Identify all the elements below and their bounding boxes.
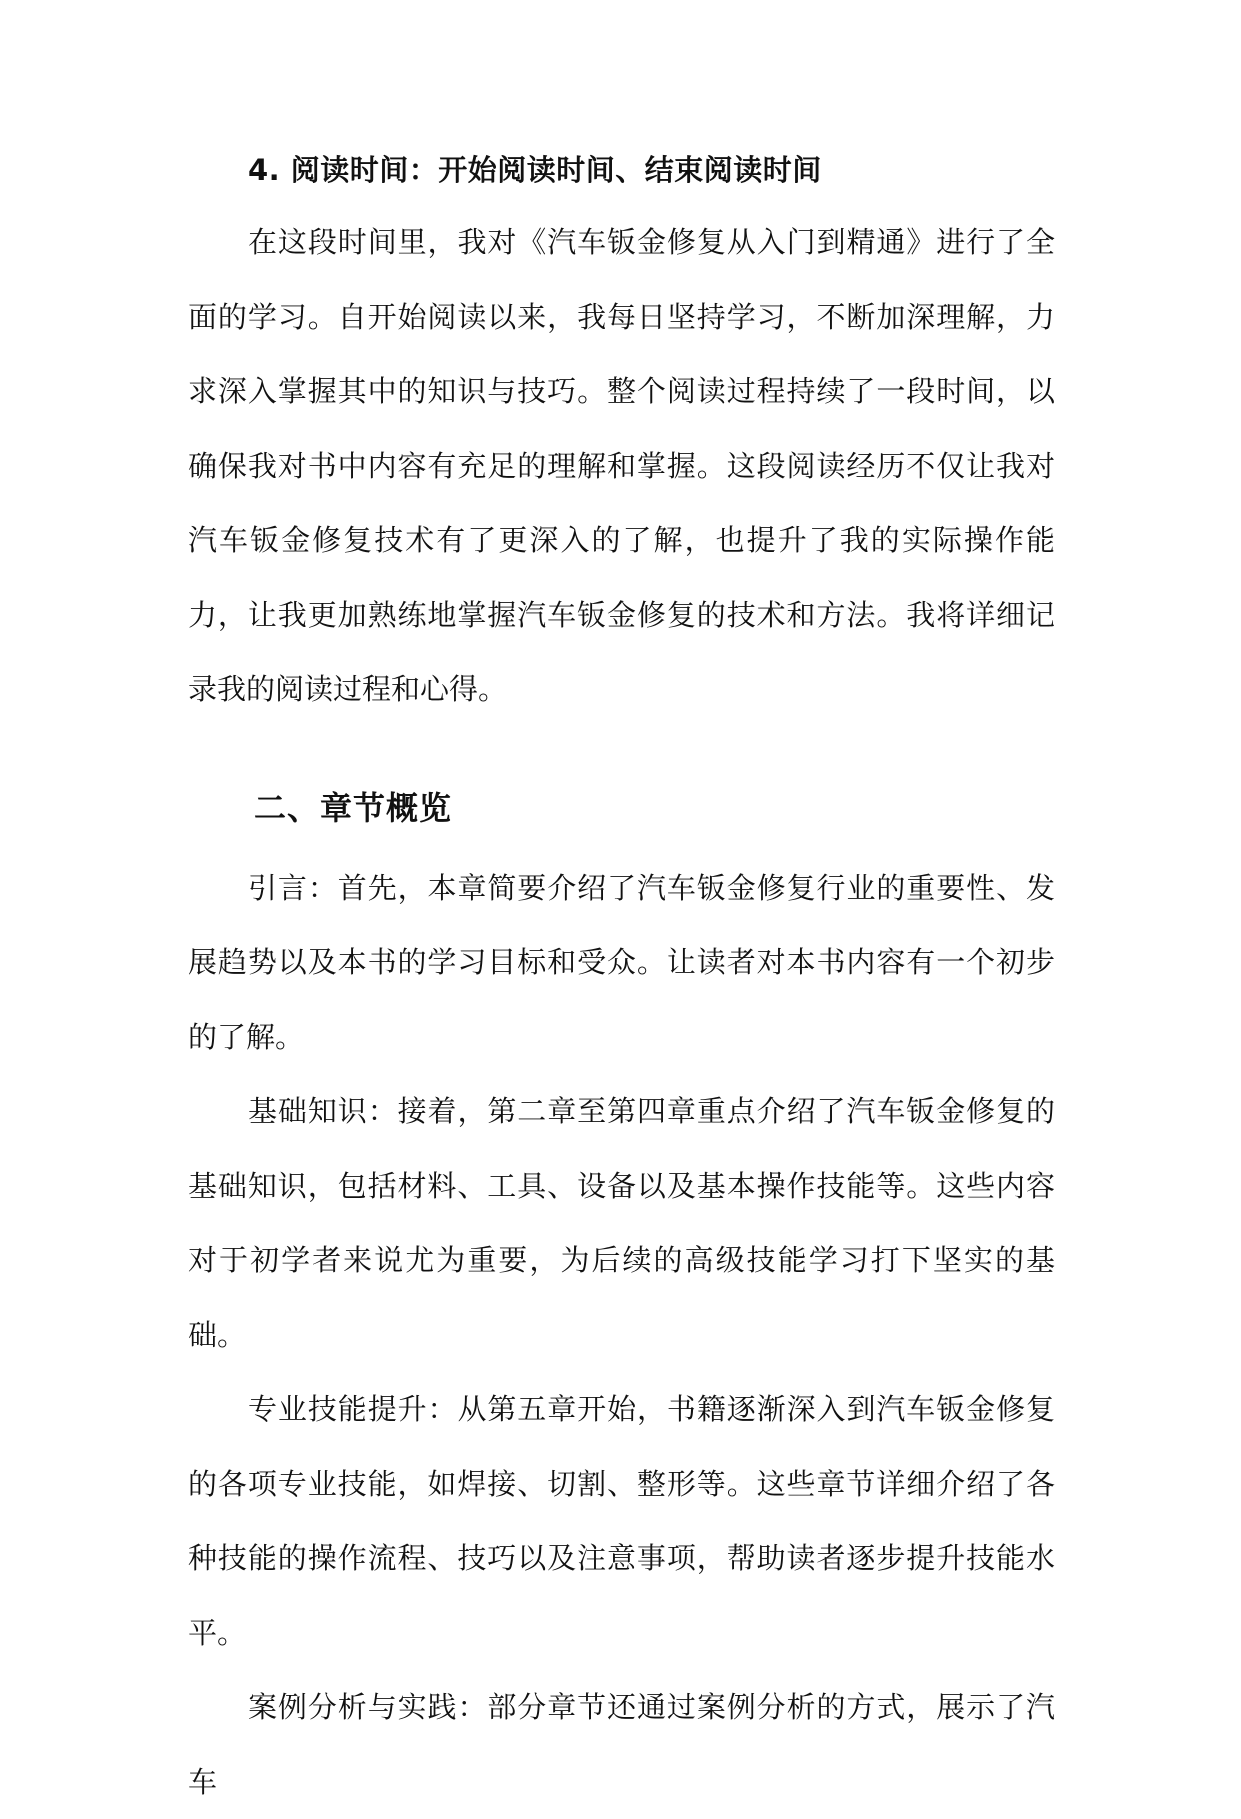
basics-paragraph: 基础知识：接着，第二章至第四章重点介绍了汽车钣金修复的基础知识，包括材料、工具、设备以及基本操作技能等。这些内容对于初学者来说尤为重要，为后续的高级技能学习打下坚实的基础。 [188, 1094, 1055, 1352]
case-study-paragraph: 案例分析与实践：部分章节还通过案例分析的方式，展示了汽车 [188, 1690, 1055, 1799]
page-content [188, 140, 1055, 1819]
reading-time-heading: 4. 阅读时间：开始阅读时间、结束阅读时间 [248, 153, 822, 187]
chapter-overview-heading: 二、章节概览 [254, 788, 453, 827]
intro-paragraph: 引言：首先，本章简要介绍了汽车钣金修复行业的重要性、发展趋势以及本书的学习目标和受众。让读者对本书内容有一个初步的了解。 [188, 870, 1055, 1054]
skills-paragraph: 专业技能提升：从第五章开始，书籍逐渐深入到汽车钣金修复的各项专业技能，如焊接、切割、整形等。这些章节详细介绍了各种技能的操作流程、技巧以及注意事项，帮助读者逐步提升技能水平。 [188, 1392, 1055, 1650]
reading-time-paragraph: 在这段时间里，我对《汽车钣金修复从入门到精通》进行了全面的学习。自开始阅读以来，我每日坚持学习，不断加深理解，力求深入掌握其中的知识与技巧。整个阅读过程持续了一段时间，以确保我对书中内容有充足的理解和掌握。这段阅读经历不仅让我对汽车钣金修复技术有了更深入的了解，也提升了我的实际操作能力，让我更加熟练地掌握汽车钣金修复的技术和方法。我将详细记录我的阅读过程和心得。 [188, 225, 1055, 706]
